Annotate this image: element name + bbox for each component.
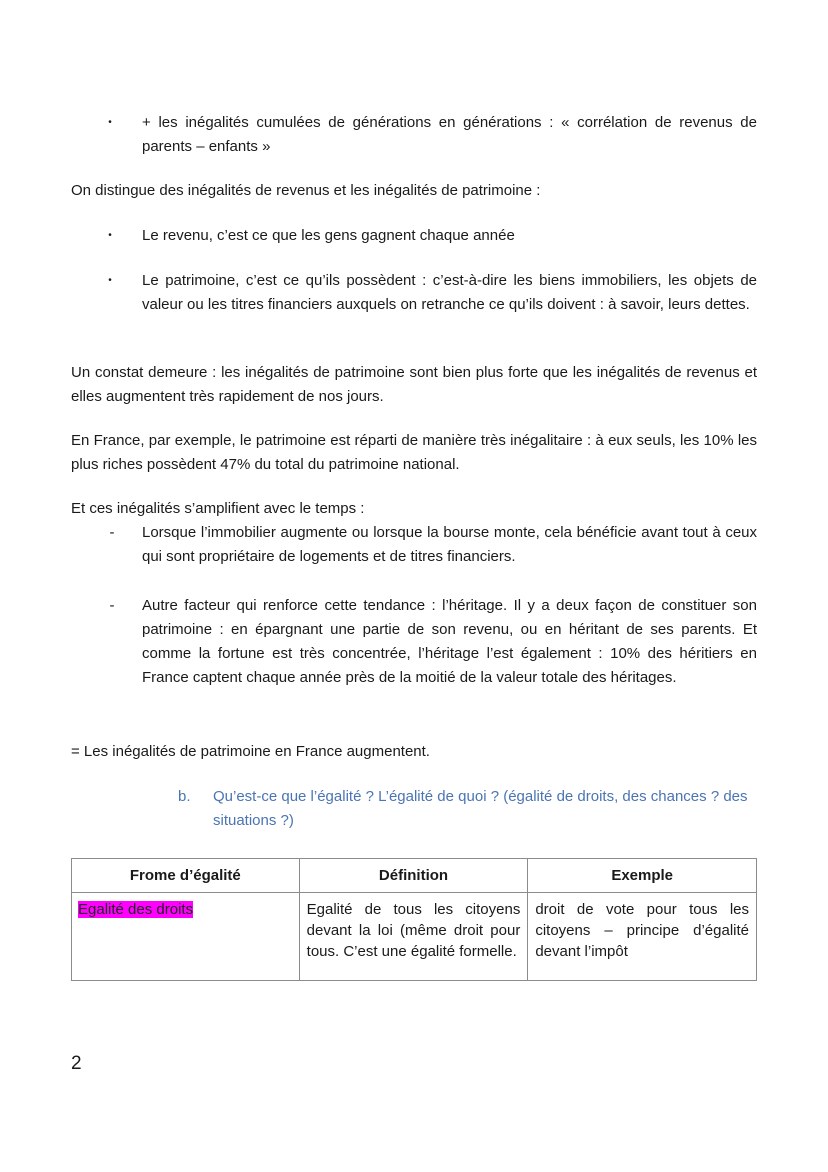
bullet-text: + les inégalités cumulées de générations en générations : « corrélation de revenus de parents – enfants » xyxy=(142,114,757,155)
dash-text: Lorsque l’immobilier augmente ou lorsque la bourse monte, cela bénéficie avant tout à ceux qui sont propriétaire de logements et de titres financiers. xyxy=(142,524,757,565)
cell-exemple: droit de vote pour tous les citoyens – principe d’égalité devant l’impôt xyxy=(528,893,757,981)
section-letter: b. xyxy=(178,788,191,805)
cell-forme xyxy=(72,893,300,981)
dash-marker: - xyxy=(109,597,115,614)
dash-text: Autre facteur qui renforce cette tendance : l’héritage. Il y a deux façon de constituer son patrimoine : en épargnant une partie de son revenu, ou en héritant de ses parents. Et comme la fortune est très concentrée, l’héritage l’est également : 10% des héritiers en France captent chaque année près de la moitié de la valeur totale des héritages. xyxy=(142,597,757,686)
bullet-text: Le patrimoine, c’est ce qu’ils possèdent : c’est-à-dire les biens immobiliers, les objets de valeur ou les titres financiers auxquels on retranche ce qu’ils doivent : à savoir, leurs dettes. xyxy=(142,272,757,313)
paragraph-conclusion: = Les inégalités de patrimoine en France augmentent. xyxy=(71,743,430,760)
header-exemple: Exemple xyxy=(528,859,757,893)
paragraph-distinction: On distingue des inégalités de revenus et les inégalités de patrimoine : xyxy=(71,182,541,199)
header-forme: Frome d’égalité xyxy=(72,859,300,893)
equality-table xyxy=(71,858,757,981)
page-number: 2 xyxy=(71,1053,82,1074)
bullet-marker: • xyxy=(108,117,112,128)
cell-definition: Egalité de tous les citoyens devant la loi (même droit pour tous. C’est une égalité formelle. xyxy=(299,893,528,981)
bullet-marker: • xyxy=(108,230,112,241)
paragraph-france: En France, par exemple, le patrimoine est réparti de manière très inégalitaire : à eux seuls, les 10% les plus riches possèdent 47% du total du patrimoine national. xyxy=(71,432,757,473)
table-row xyxy=(72,893,757,981)
section-title: Qu’est-ce que l’égalité ? L’égalité de quoi ? (égalité de droits, des chances ? des situations ?) xyxy=(213,788,748,829)
bullet-text: Le revenu, c’est ce que les gens gagnent chaque année xyxy=(142,227,515,244)
paragraph-amplification-intro: Et ces inégalités s’amplifient avec le temps : xyxy=(71,500,365,517)
table-header-row xyxy=(72,859,757,893)
bullet-marker: • xyxy=(108,275,112,286)
highlighted-text: Egalité des droits xyxy=(78,901,194,918)
paragraph-constat: Un constat demeure : les inégalités de patrimoine sont bien plus forte que les inégalités de revenus et elles augmentent très rapidement de nos jours. xyxy=(71,364,757,405)
dash-marker: - xyxy=(109,524,115,541)
header-definition: Définition xyxy=(299,859,528,893)
